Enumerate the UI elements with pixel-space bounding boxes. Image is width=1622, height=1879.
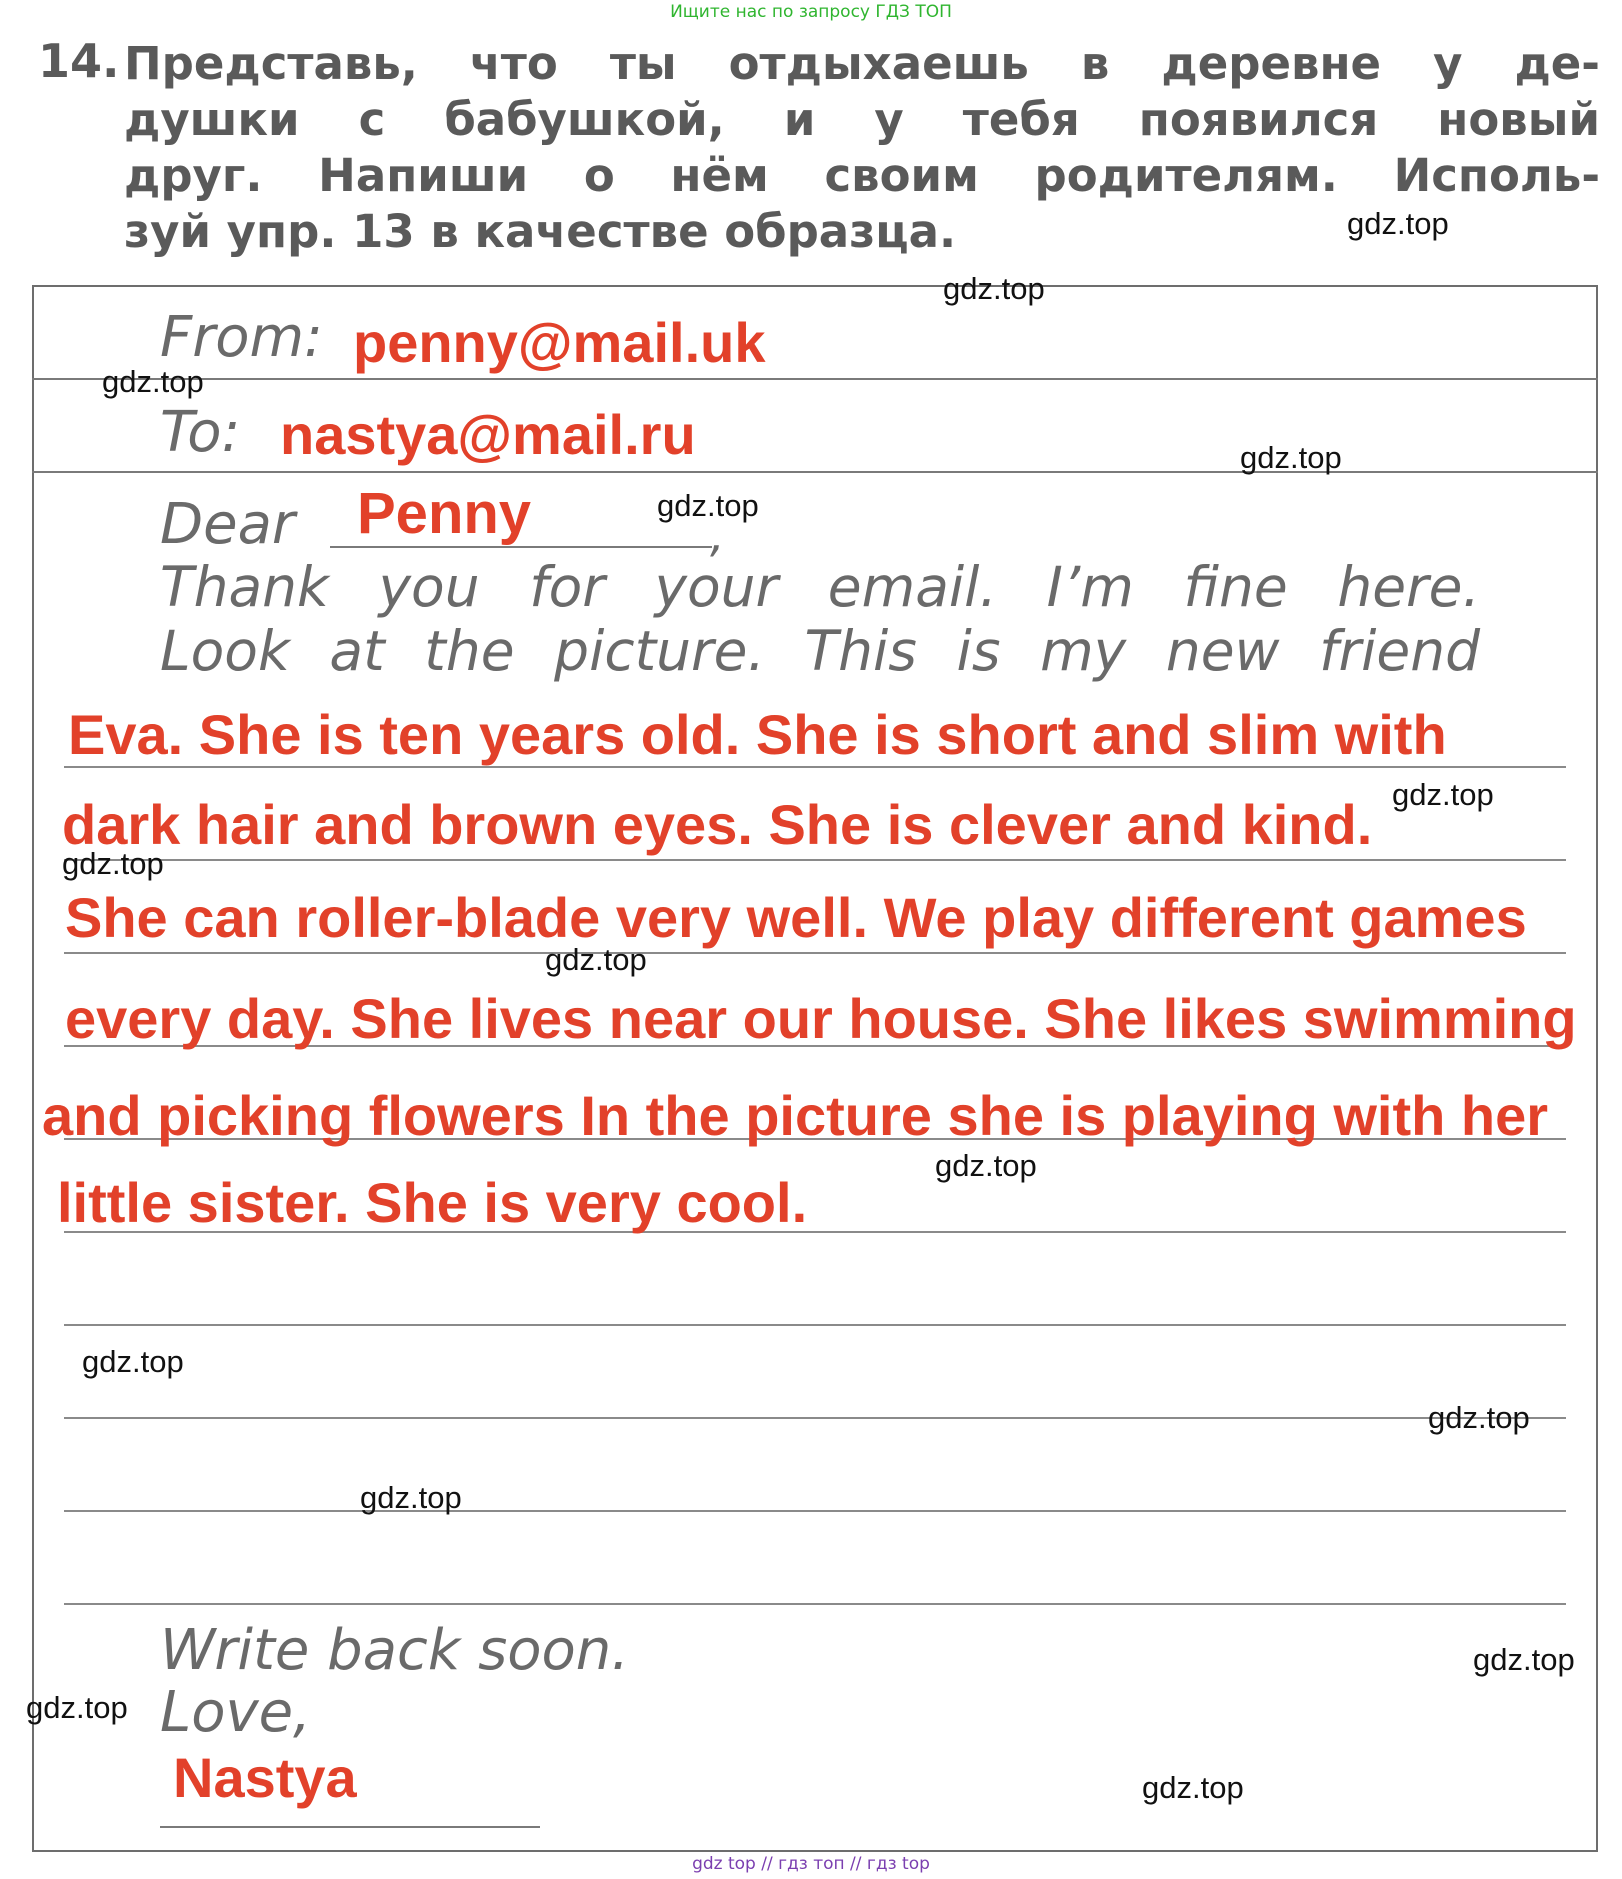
watermark: gdz.top: [1473, 1642, 1575, 1677]
watermark: gdz.top: [26, 1690, 128, 1725]
answer-line-5[interactable]: and picking flowers In the picture she is playing with her: [42, 1084, 1549, 1147]
watermark: gdz.top: [935, 1148, 1037, 1183]
watermark: gdz.top: [1347, 206, 1449, 241]
from-value[interactable]: penny@mail.uk: [353, 311, 766, 374]
printed-line-1: Thank you for your email. I’m fine here.: [160, 555, 1480, 619]
from-label: From:: [160, 305, 323, 370]
rule-line: [64, 859, 1566, 861]
greeting-comma: ,: [710, 508, 725, 562]
from-divider: [32, 378, 1598, 380]
closing-love: Love,: [160, 1680, 311, 1745]
greeting-underline: [330, 546, 712, 548]
task-line-4: зуй упр. 13 в качестве образца.: [124, 205, 957, 258]
signature[interactable]: Nastya: [173, 1746, 357, 1809]
to-divider: [32, 471, 1598, 473]
answer-line-1[interactable]: Eva. She is ten years old. She is short and slim with: [68, 703, 1447, 766]
answer-line-3[interactable]: She can roller-blade very well. We play different games: [65, 886, 1527, 949]
watermark: gdz.top: [545, 942, 647, 977]
watermark: gdz.top: [102, 364, 204, 399]
watermark: gdz.top: [657, 488, 759, 523]
rule-line: [64, 1417, 1566, 1419]
rule-line: [64, 1603, 1566, 1605]
task-line-2: душки с бабушкой, и у тебя появился новый: [124, 93, 1600, 146]
watermark: gdz.top: [943, 271, 1045, 306]
greeting-label: Dear: [160, 492, 295, 557]
signature-underline: [160, 1826, 540, 1828]
watermark: gdz.top: [1428, 1400, 1530, 1435]
watermark: gdz.top: [82, 1344, 184, 1379]
printed-line-2: Look at the picture. This is my new friend: [160, 619, 1480, 683]
watermark: gdz.top: [1240, 440, 1342, 475]
greeting-name[interactable]: Penny: [357, 481, 532, 546]
closing-write-back: Write back soon.: [160, 1618, 630, 1683]
footer-banner[interactable]: gdz top // гдз топ // гдз top: [692, 1854, 930, 1874]
watermark: gdz.top: [1142, 1770, 1244, 1805]
task-line-3: друг. Напиши о нём своим родителям. Исполь-: [124, 149, 1600, 202]
watermark: gdz.top: [1392, 777, 1494, 812]
to-value[interactable]: nastya@mail.ru: [280, 403, 696, 466]
rule-line: [64, 952, 1566, 954]
watermark: gdz.top: [62, 846, 164, 881]
to-label: To:: [160, 400, 241, 465]
answer-line-6[interactable]: little sister. She is very cool.: [57, 1171, 808, 1234]
task-line-1: Представь, что ты отдыхаешь в деревне у де-: [124, 37, 1600, 90]
exercise-number: 14.: [38, 34, 120, 88]
answer-line-4[interactable]: every day. She lives near our house. She likes swimming: [65, 987, 1577, 1050]
rule-line: [64, 1324, 1566, 1326]
answer-line-2[interactable]: dark hair and brown eyes. She is clever and kind.: [62, 793, 1373, 856]
site-banner[interactable]: Ищите нас по запросу ГДЗ ТОП: [670, 2, 952, 22]
rule-line: [64, 1510, 1566, 1512]
watermark: gdz.top: [360, 1480, 462, 1515]
